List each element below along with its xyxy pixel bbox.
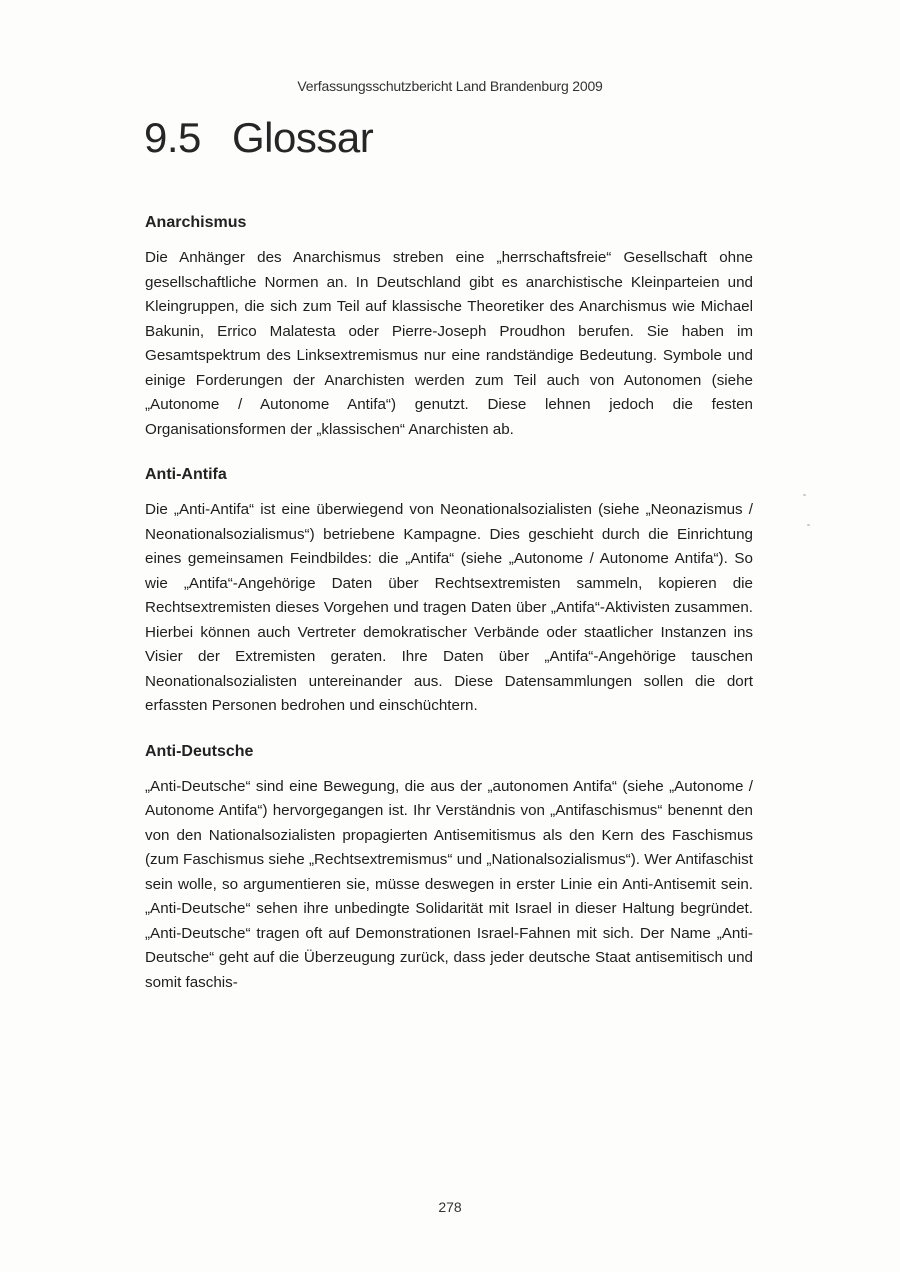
scan-speck: [807, 524, 810, 526]
running-header: Verfassungsschutzbericht Land Brandenburg 2009: [297, 78, 603, 94]
entry-heading: Anti-Antifa: [145, 466, 227, 483]
entry-text: „Anti-Deutsche“ sind eine Bewegung, die aus der „autonomen Antifa“ (siehe „Autonome / Autonome Antifa“) hervorgegangen ist. Ihr Verständnis von „Antifaschismus“ benennt den von den Nationalsozialisten propagierten Antisemitismus als den Kern des Faschismus (zum Faschismus siehe „Rechtsextremismus“ und „Nationalsozialismus“). Wer Antifaschist sein wolle, so argumentieren sie, müsse deswegen in erster Linie ein Anti-Antisemit sein. „Anti-Deutsche“ sehen ihre unbedingte Solidarität mit Israel in dieser Haltung begründet. „Anti-Deutsche“ tragen oft auf Demonstrationen Israel-Fahnen mit sich. Der Name „Anti-Deutsche“ geht auf die Überzeugung zurück, dass jeder deutsche Staat antisemitisch und somit faschis-: [145, 777, 753, 991]
chapter-title-text: Glossar: [232, 114, 374, 161]
entry-heading: Anarchismus: [145, 214, 247, 231]
entry-heading: Anti-Deutsche: [145, 742, 254, 760]
entry-text: Die Anhänger des Anarchismus streben eine „herrschaftsfreie“ Gesellschaft ohne gesellschaftliche Normen an. In Deutschland gibt es anarchistische Kleinparteien und Kleingruppen, die sich zum Teil auf klassische Theoretiker des Anarchismus wie Michael Bakunin, Errico Malatesta oder Pierre-Joseph Proudhon berufen. Sie haben im Gesamtspektrum des Linksextremismus nur eine randständige Bedeutung. Symbole und einige Forderungen der Anarchisten werden zum Teil auch von Autonomen (siehe „Autonome / Autonome Antifa“) genutzt. Diese lehnen jedoch die festen Organisationsformen der „klassischen“ Anarchisten ab.: [145, 249, 753, 438]
glossary-entry-anarchismus: [145, 212, 753, 442]
glossary-content: [145, 212, 753, 995]
glossary-entry-anti-deutsche: [145, 741, 753, 996]
chapter-number: 9.5: [144, 114, 201, 161]
scan-speck: [803, 494, 806, 496]
page-number: 278: [438, 1199, 462, 1215]
chapter-title: [144, 114, 373, 162]
glossary-entry-anti-antifa: [145, 464, 753, 719]
entry-text: Die „Anti-Antifa“ ist eine überwiegend von Neonationalsozialisten (siehe „Neonazismus / Neonationalsozialismus“) betriebene Kampagne. Dies geschieht durch die Einrichtung eines gemeinsamen Feindbildes: die „Antifa“ (siehe „Autonome / Autonome Antifa“). So wie „Antifa“-Angehörige Daten über Rechtsextremisten sammeln, kopieren die Rechtsextremisten dieses Vorgehen und tragen Daten über „Antifa“-Aktivisten zusammen. Hierbei können auch Vertreter demokratischer Verbände oder staatlicher Instanzen ins Visier der Extremisten geraten. Ihre Daten über „Antifa“-Angehörige tauschen Neonationalsozialisten untereinander aus. Diese Datensammlungen sollen die dort erfassten Personen bedrohen und einschüchtern.: [145, 501, 753, 714]
